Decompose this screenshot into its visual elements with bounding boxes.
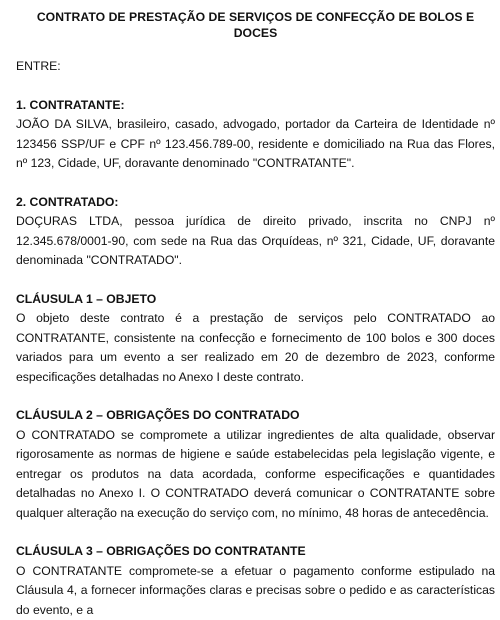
section-contratante <box>16 96 495 174</box>
section-heading: CLÁUSULA 1 – OBJETO <box>16 290 495 310</box>
section-heading: 2. CONTRATADO: <box>16 193 495 213</box>
section-clausula-2 <box>16 406 495 523</box>
contract-page <box>16 0 495 600</box>
section-clausula-1 <box>16 290 495 388</box>
intro-text: ENTRE: <box>16 57 495 77</box>
section-body: DOÇURAS LTDA, pessoa jurídica de direito privado, inscrita no CNPJ nº 12.345.678/0001-90, com sede na Rua das Orquídeas, nº 321, Cidade, UF, doravante denominada "CONTRATADO". <box>16 212 495 271</box>
section-contratado <box>16 193 495 271</box>
section-heading: 1. CONTRATANTE: <box>16 96 495 116</box>
section-body: O objeto deste contrato é a prestação de serviços pelo CONTRATADO ao CONTRATANTE, consistente na confecção e fornecimento de 100 bolos e 300 doces variados para um evento a ser realizado em 20 de dezembro de 2023, conforme especificações detalhadas no Anexo I deste contrato. <box>16 309 495 387</box>
section-clausula-3 <box>16 542 495 620</box>
section-body: JOÃO DA SILVA, brasileiro, casado, advogado, portador da Carteira de Identidade nº 123456 SSP/UF e CPF nº 123.456.789-00, residente e domiciliado na Rua das Flores, nº 123, Cidade, UF, doravante denominado "CONTRATANTE". <box>16 115 495 174</box>
section-body: O CONTRATADO se compromete a utilizar ingredientes de alta qualidade, observar rigorosamente as normas de higiene e saúde estabelecidas pela legislação vigente, e entregar os produtos na data acordada, conforme especificações e quantidades detalhadas no Anexo I. O CONTRATADO deverá comunicar o CONTRATANTE sobre qualquer alteração na execução do serviço com, no mínimo, 48 horas de antecedência. <box>16 426 495 524</box>
section-heading: CLÁUSULA 2 – OBRIGAÇÕES DO CONTRATADO <box>16 406 495 426</box>
document-title: CONTRATO DE PRESTAÇÃO DE SERVIÇOS DE CONFECÇÃO DE BOLOS E DOCES <box>16 9 495 41</box>
section-body: O CONTRATANTE compromete-se a efetuar o pagamento conforme estipulado na Cláusula 4, a fornecer informações claras e precisas sobre o pedido e as características do evento, e a <box>16 562 495 620</box>
section-heading: CLÁUSULA 3 – OBRIGAÇÕES DO CONTRATANTE <box>16 542 495 562</box>
